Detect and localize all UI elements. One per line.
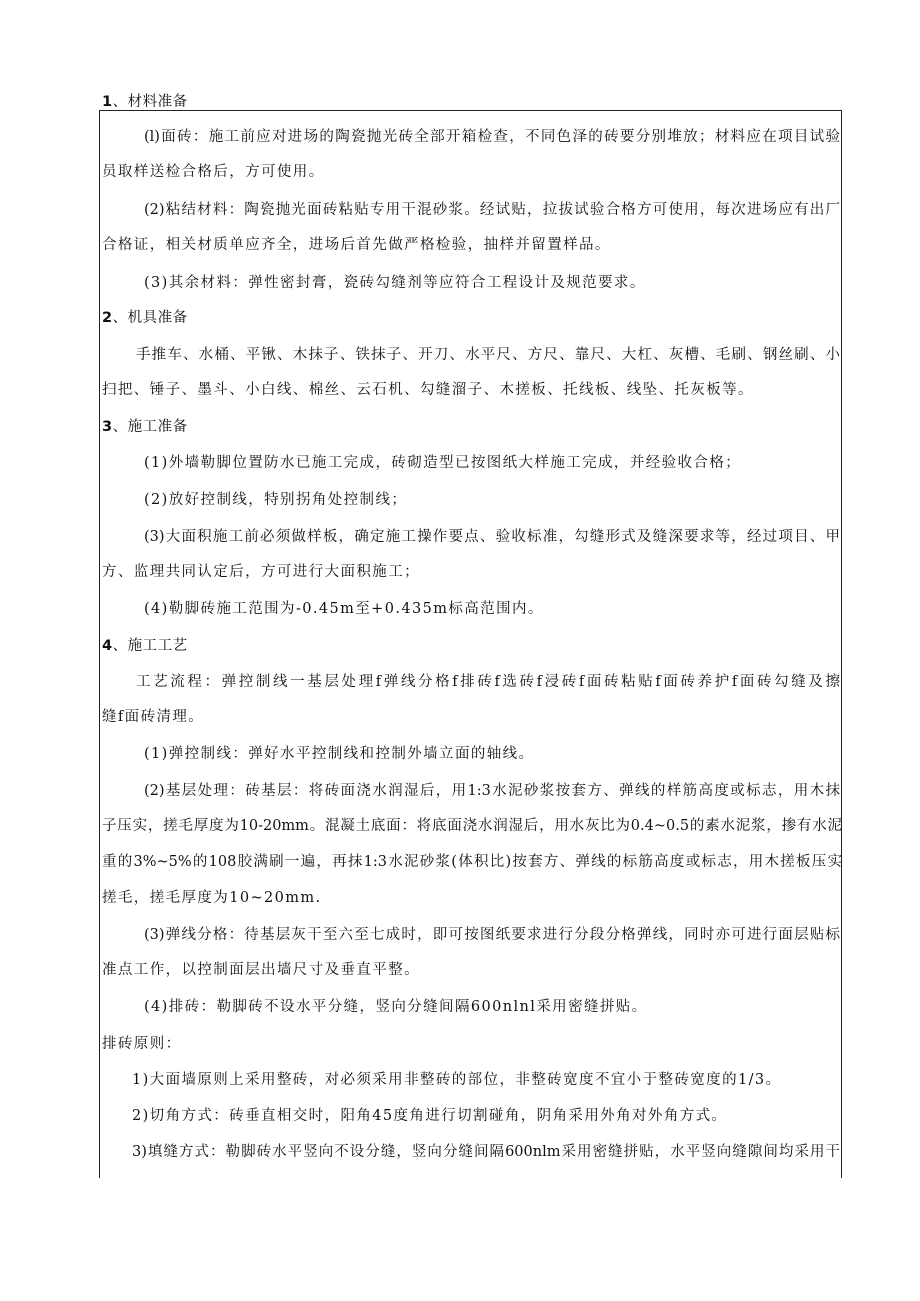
section-heading-4 [102, 636, 842, 656]
section-number: 2 [102, 310, 113, 326]
section-title: 、机具准备 [112, 310, 188, 326]
paragraph-line: (2)基层处理：砖基层：将砖面浇水润湿后，用1:3水泥砂浆按套方、弹线的样筋高度或标志，用木抹 [144, 783, 840, 799]
section-title: 、材料准备 [112, 94, 188, 110]
paragraph-line: 1)大面墙原则上采用整砖，对必须采用非整砖的部位，非整砖宽度不宜小于整砖宽度的1/3。 [132, 1072, 782, 1088]
paragraph-line: (3)其余材料：弹性密封膏，瓷砖勾缝剂等应符合工程设计及规范要求。 [144, 275, 646, 291]
paragraph-line: (4)排砖：勒脚砖不设水平分缝，竖向分缝间隔600nlnl采用密缝拼贴。 [144, 999, 648, 1015]
paragraph-line: (l)面砖：施工前应对进场的陶瓷抛光砖全部开箱检查，不同色泽的砖要分别堆放；材料应在项目试验 [144, 129, 840, 145]
paragraph-line: 准点工作，以控制面层出墙尺寸及垂直平整。 [102, 962, 420, 978]
paragraph-line: 3)填缝方式：勒脚砖水平竖向不设分缝，竖向分缝间隔600nlm采用密缝拼贴，水平竖向缝隙间均采用干 [132, 1144, 840, 1160]
paragraph-line: 子压实，搓毛厚度为10-20mm。混凝土底面：将底面浇水润湿后，用水灰比为0.4~0.5的素水泥浆，掺有水泥 [102, 818, 842, 834]
paragraph-line: (3)大面积施工前必须做样板，确定施工操作要点、验收标准，勾缝形式及缝深要求等，经过项目、甲 [144, 529, 840, 545]
paragraph-line: 合格证，相关材质单应齐全，进场后首先做严格检验，抽样并留置样品。 [102, 237, 611, 253]
paragraph-line: 2)切角方式：砖垂直相交时，阳角45度角进行切割碰角，阴角采用外角对外角方式。 [132, 1108, 728, 1124]
principle-title: 排砖原则： [102, 1036, 182, 1052]
paragraph-line: 扫把、锤子、墨斗、小白线、棉丝、云石机、勾缝溜子、木搓板、托线板、线坠、托灰板等。 [102, 382, 754, 398]
paragraph-line: 员取样送检合格后，方可使用。 [102, 164, 325, 180]
section-number: 1 [102, 94, 113, 110]
paragraph-line: 手推车、水桶、平锹、木抹子、铁抹子、开刀、水平尺、方尺、靠尺、大杠、灰槽、毛刷、钢丝刷、小 [136, 347, 840, 363]
section-heading-2 [102, 308, 842, 328]
paragraph-line: (1)外墙勒脚位置防水已施工完成，砖砌造型已按图纸大样施工完成，并经验收合格； [144, 455, 742, 471]
paragraph-line: 缝f面砖清理。 [102, 709, 205, 725]
section-title: 、施工准备 [112, 419, 188, 435]
paragraph-line: (4)勒脚砖施工范围为-0.45m至+0.435m标高范围内。 [144, 601, 544, 617]
paragraph-line: (3)弹线分格：待基层灰干至六至七成时，即可按图纸要求进行分段分格弹线，同时亦可进行面层贴标 [144, 927, 840, 943]
paragraph-line: 方、监理共同认定后，方可进行大面积施工； [102, 564, 420, 580]
section-heading-1 [102, 92, 842, 112]
paragraph-line: (1)弹控制线：弹好水平控制线和控制外墙立面的轴线。 [144, 746, 535, 762]
section-number: 3 [102, 419, 113, 435]
section-number: 4 [102, 638, 113, 654]
paragraph-line: (2)放好控制线，特别拐角处控制线； [144, 492, 408, 508]
section-title: 、施工工艺 [112, 638, 188, 654]
paragraph-line: (2)粘结材料：陶瓷抛光面砖粘贴专用干混砂浆。经试贴，拉拔试验合格方可使用，每次进场应有出厂 [144, 202, 840, 218]
section-heading-3 [102, 417, 842, 437]
paragraph-line: 搓毛，搓毛厚度为10~20mm. [102, 890, 322, 906]
paragraph-line: 工艺流程：弹控制线一基层处理f弹线分格f排砖f选砖f浸砖f面砖粘贴f面砖养护f面砖勾缝及擦 [136, 674, 840, 690]
paragraph-line: 重的3%~5%的108胶满刷一遍，再抹1:3水泥砂浆(体积比)按套方、弹线的标筋高度或标志，用木搓板压实 [102, 854, 842, 870]
